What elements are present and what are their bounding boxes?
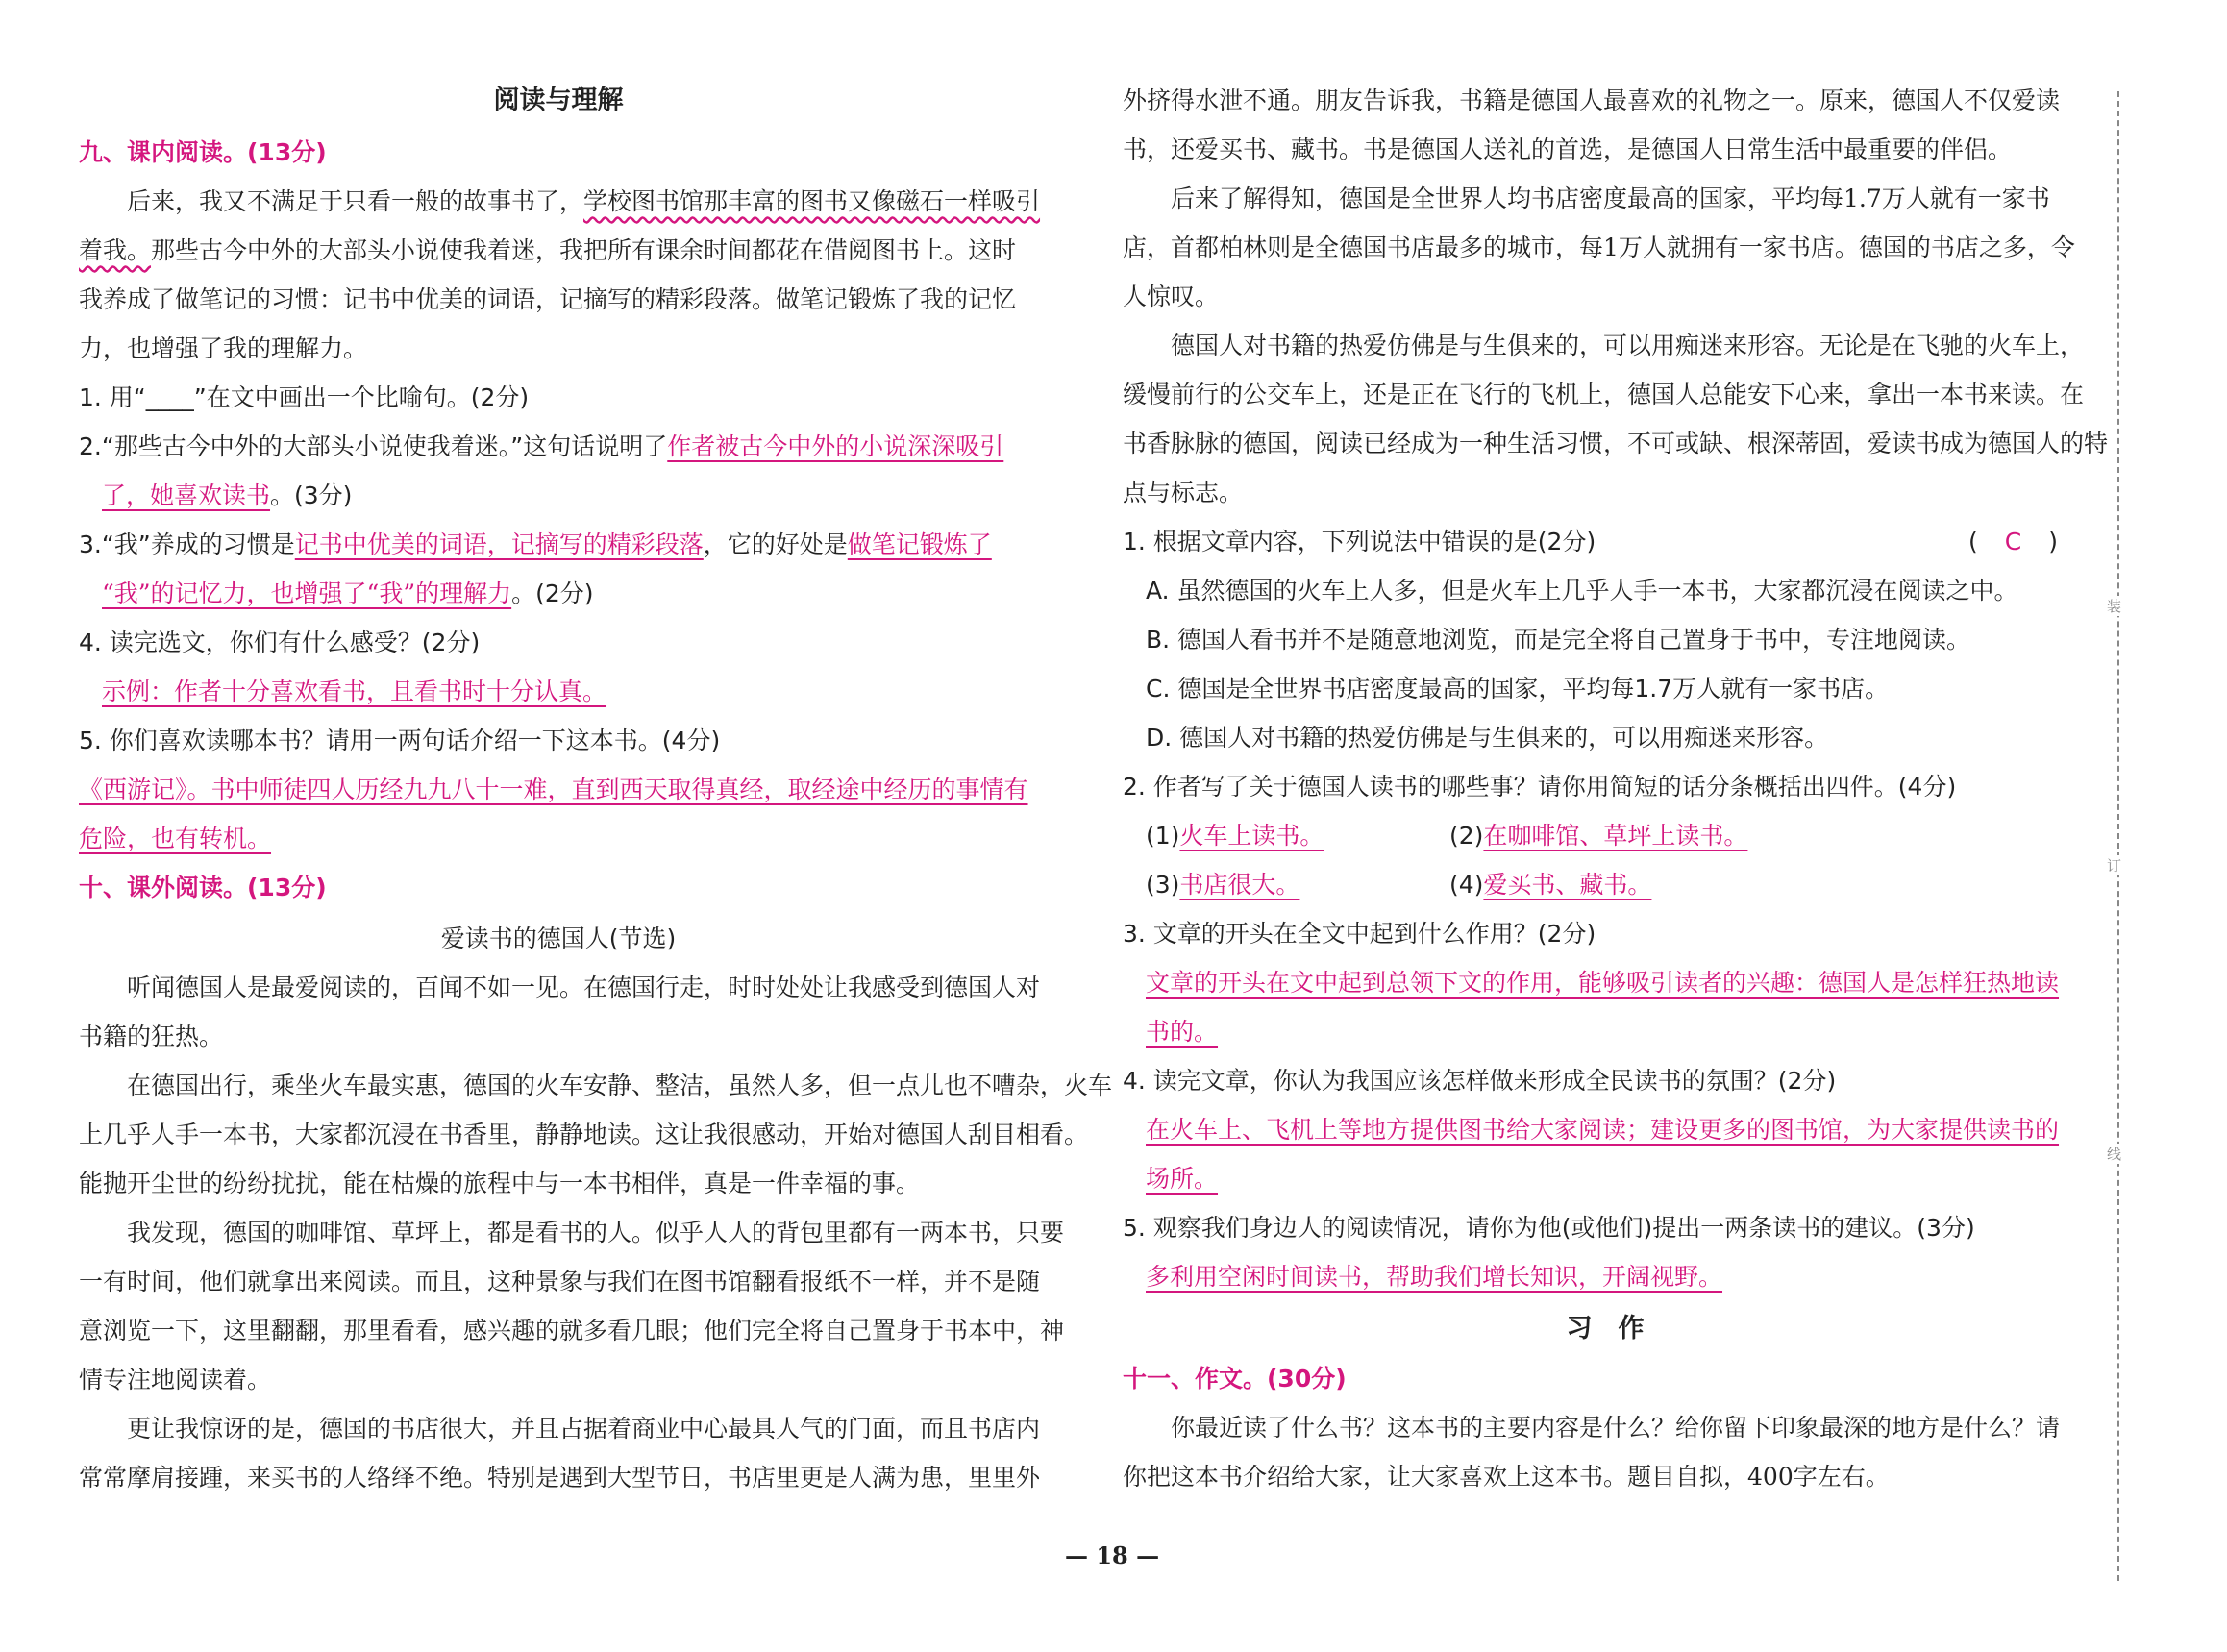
question-10-1: 1. 根据文章内容，下列说法中错误的是(2分) [1123, 528, 1596, 555]
article-line: 人惊叹。 [1123, 283, 1220, 310]
answer-9-3b: 做笔记锻炼了 [847, 530, 992, 558]
article-line: 书香脉脉的德国，阅读已经成为一种生活习惯，不可或缺、根深蒂固，爱读书成为德国人的特 [1123, 430, 2109, 457]
option-d: D. 德国人对书籍的热爱仿佛是与生俱来的，可以用痴迷来形容。 [1146, 724, 1829, 752]
option-c: C. 德国是全世界书店密度最高的国家，平均每1.7万人就有一家书店。 [1146, 675, 1890, 703]
article-line: 常常摩肩接踵，来买书的人络绎不绝。特别是遇到大型节日，书店里更是人满为患，里里外 [79, 1464, 1041, 1492]
article-line: 我发现，德国的咖啡馆、草坪上，都是看书的人。似乎人人的背包里都有一两本书，只要 [127, 1219, 1065, 1246]
article-line: 书籍的狂热。 [79, 1023, 224, 1050]
answer-10-2-2: (2)在咖啡馆、草坪上读书。 [1449, 822, 1748, 850]
question-10-3: 3. 文章的开头在全文中起到什么作用？(2分) [1123, 920, 1596, 948]
article-line: 书，还爱买书、藏书。书是德国人送礼的首选，是德国人日常生活中最重要的伴侣。 [1123, 136, 2013, 163]
answer-9-4: 示例：作者十分喜欢看书，且看书时十分认真。 [102, 678, 607, 705]
question-10-2: 2. 作者写了关于德国人读书的哪些事？请你用简短的话分条概括出四件。(4分) [1123, 773, 1957, 801]
article-line: 外挤得水泄不通。朋友告诉我，书籍是德国人最喜欢的礼物之一。原来，德国人不仅爱读 [1123, 86, 2061, 114]
question-9-2-cont: 了，她喜欢读书。(3分) [102, 481, 353, 509]
section-heading-writing: 习 作 [1566, 1314, 1645, 1344]
question-10-5: 5. 观察我们身边人的阅读情况，请你为他(或他们)提出一两条读书的建议。(3分) [1123, 1214, 1975, 1242]
article-line: 上几乎人手一本书，大家都沉浸在书香里，静静地读。这让我很感动，开始对德国人刮目相看。 [79, 1121, 1089, 1148]
answer-10-5: 多利用空闲时间读书，帮助我们增长知识，开阔视野。 [1146, 1263, 1723, 1291]
page-number: — 18 — [1065, 1541, 1160, 1569]
question-9-3: 3.“我”养成的习惯是记书中优美的词语，记摘写的精彩段落，它的好处是做笔记锻炼了 [79, 530, 992, 558]
passage-1-line: 我养成了做笔记的习惯：记书中优美的词语，记摘写的精彩段落。做笔记锻炼了我的记忆 [79, 285, 1017, 313]
article-line: 后来了解得知，德国是全世界人均书店密度最高的国家，平均每1.7万人就有一家书 [1171, 185, 2050, 212]
question-9-4: 4. 读完选文，你们有什么感受？(2分) [79, 629, 481, 656]
answer-9-3a: 记书中优美的词语，记摘写的精彩段落 [294, 530, 704, 558]
answer-9-5-cont: 危险，也有转机。 [79, 825, 272, 852]
section-heading-reading: 阅读与理解 [493, 86, 624, 115]
binding-label: 线 [2107, 1146, 2122, 1163]
answer-10-3-cont: 书的。 [1146, 1018, 1219, 1046]
answer-9-5: 《西游记》。书中师徒四人历经九九八十一难，直到西天取得真经，取经途中经历的事情有 [79, 776, 1028, 803]
composition-prompt: 你把这本书介绍给大家，让大家喜欢上这本书。题目自拟，400字左右。 [1123, 1463, 1890, 1491]
article-line: 能抛开尘世的纷纷扰扰，能在枯燥的旅程中与一本书相伴，真是一件幸福的事。 [79, 1170, 921, 1197]
article-line: 听闻德国人是最爱阅读的，百闻不如一见。在德国行走，时时处处让我感受到德国人对 [127, 974, 1041, 1001]
answer-10-2-1: (1)火车上读书。 [1146, 822, 1324, 850]
answer-10-3: 文章的开头在文中起到总领下文的作用，能够吸引读者的兴趣：德国人是怎样狂热地读 [1146, 969, 2060, 997]
section-9-heading: 九、课内阅读。(13分) [79, 138, 327, 166]
article-line: 情专注地阅读着。 [79, 1366, 272, 1393]
question-10-4: 4. 读完文章，你认为我国应该怎样做来形成全民读书的氛围？(2分) [1123, 1067, 1837, 1095]
composition-prompt: 你最近读了什么书？这本书的主要内容是什么？给你留下印象最深的地方是什么？请 [1171, 1414, 2061, 1442]
section-10-heading: 十、课外阅读。(13分) [79, 874, 327, 901]
answer-bracket: ( C ) [1968, 528, 2058, 555]
article-line: 缓慢前行的公交车上，还是正在飞行的飞机上，德国人总能安下心来，拿出一本书来读。在 [1123, 381, 2085, 408]
article-line: 店，首都柏林则是全德国书店最多的城市，每1万人就拥有一家书店。德国的书店之多，令 [1123, 234, 2075, 261]
answer-9-2: 作者被古今中外的小说深深吸引 [667, 432, 1004, 460]
binding-label: 装 [2107, 598, 2122, 615]
question-9-2: 2.“那些古今中外的大部头小说使我着迷。”这句话说明了作者被古今中外的小说深深吸引 [79, 432, 1004, 460]
passage-1-line: 力，也增强了我的理解力。 [79, 334, 368, 362]
answer-10-4: 在火车上、飞机上等地方提供图书给大家阅读；建设更多的图书馆，为大家提供读书的 [1146, 1116, 2060, 1144]
article-line: 点与标志。 [1123, 479, 1244, 506]
question-9-3-cont: “我”的记忆力，也增强了“我”的理解力。(2分) [102, 579, 594, 607]
answer-10-4-cont: 场所。 [1146, 1165, 1219, 1193]
article-title: 爱读书的德国人(节选) [440, 925, 677, 952]
question-9-5: 5. 你们喜欢读哪本书？请用一两句话介绍一下这本书。(4分) [79, 727, 721, 754]
article-line: 德国人对书籍的热爱仿佛是与生俱来的，可以用痴迷来形容。无论是在飞驰的火车上， [1171, 332, 2085, 359]
article-line: 更让我惊讶的是，德国的书店很大，并且占据着商业中心最具人气的门面，而且书店内 [127, 1415, 1041, 1442]
article-line: 意浏览一下，这里翻翻，那里看看，感兴趣的就多看几眼；他们完全将自己置身于书本中，神 [79, 1317, 1065, 1344]
passage-1-line: 着我。那些古今中外的大部头小说使我着迷，我把所有课余时间都花在借阅图书上。这时 [79, 236, 1017, 264]
question-9-1: 1. 用“____”在文中画出一个比喻句。(2分) [79, 383, 530, 411]
article-line: 在德国出行，乘坐火车最实惠，德国的火车安静、整洁，虽然人多，但一点儿也不嘈杂，火车 [127, 1072, 1113, 1099]
passage-1-line: 后来，我又不满足于只看一般的故事书了，学校图书馆那丰富的图书又像磁石一样吸引 [127, 187, 1041, 215]
answer-10-1: C [2004, 528, 2022, 555]
answer-10-2-3: (3)书店很大。 [1146, 871, 1300, 899]
section-11-heading: 十一、作文。(30分) [1123, 1365, 1347, 1393]
article-line: 一有时间，他们就拿出来阅读。而且，这种景象与我们在图书馆翻看报纸不一样，并不是随 [79, 1268, 1041, 1295]
binding-label: 订 [2107, 857, 2122, 875]
binding-line [2117, 91, 2119, 1581]
option-a: A. 虽然德国的火车上人多，但是火车上几乎人手一本书，大家都沉浸在阅读之中。 [1146, 577, 2018, 604]
answer-10-2-4: (4)爱买书、藏书。 [1449, 871, 1652, 899]
option-b: B. 德国人看书并不是随意地浏览，而是完全将自己置身于书中，专注地阅读。 [1146, 626, 1971, 653]
